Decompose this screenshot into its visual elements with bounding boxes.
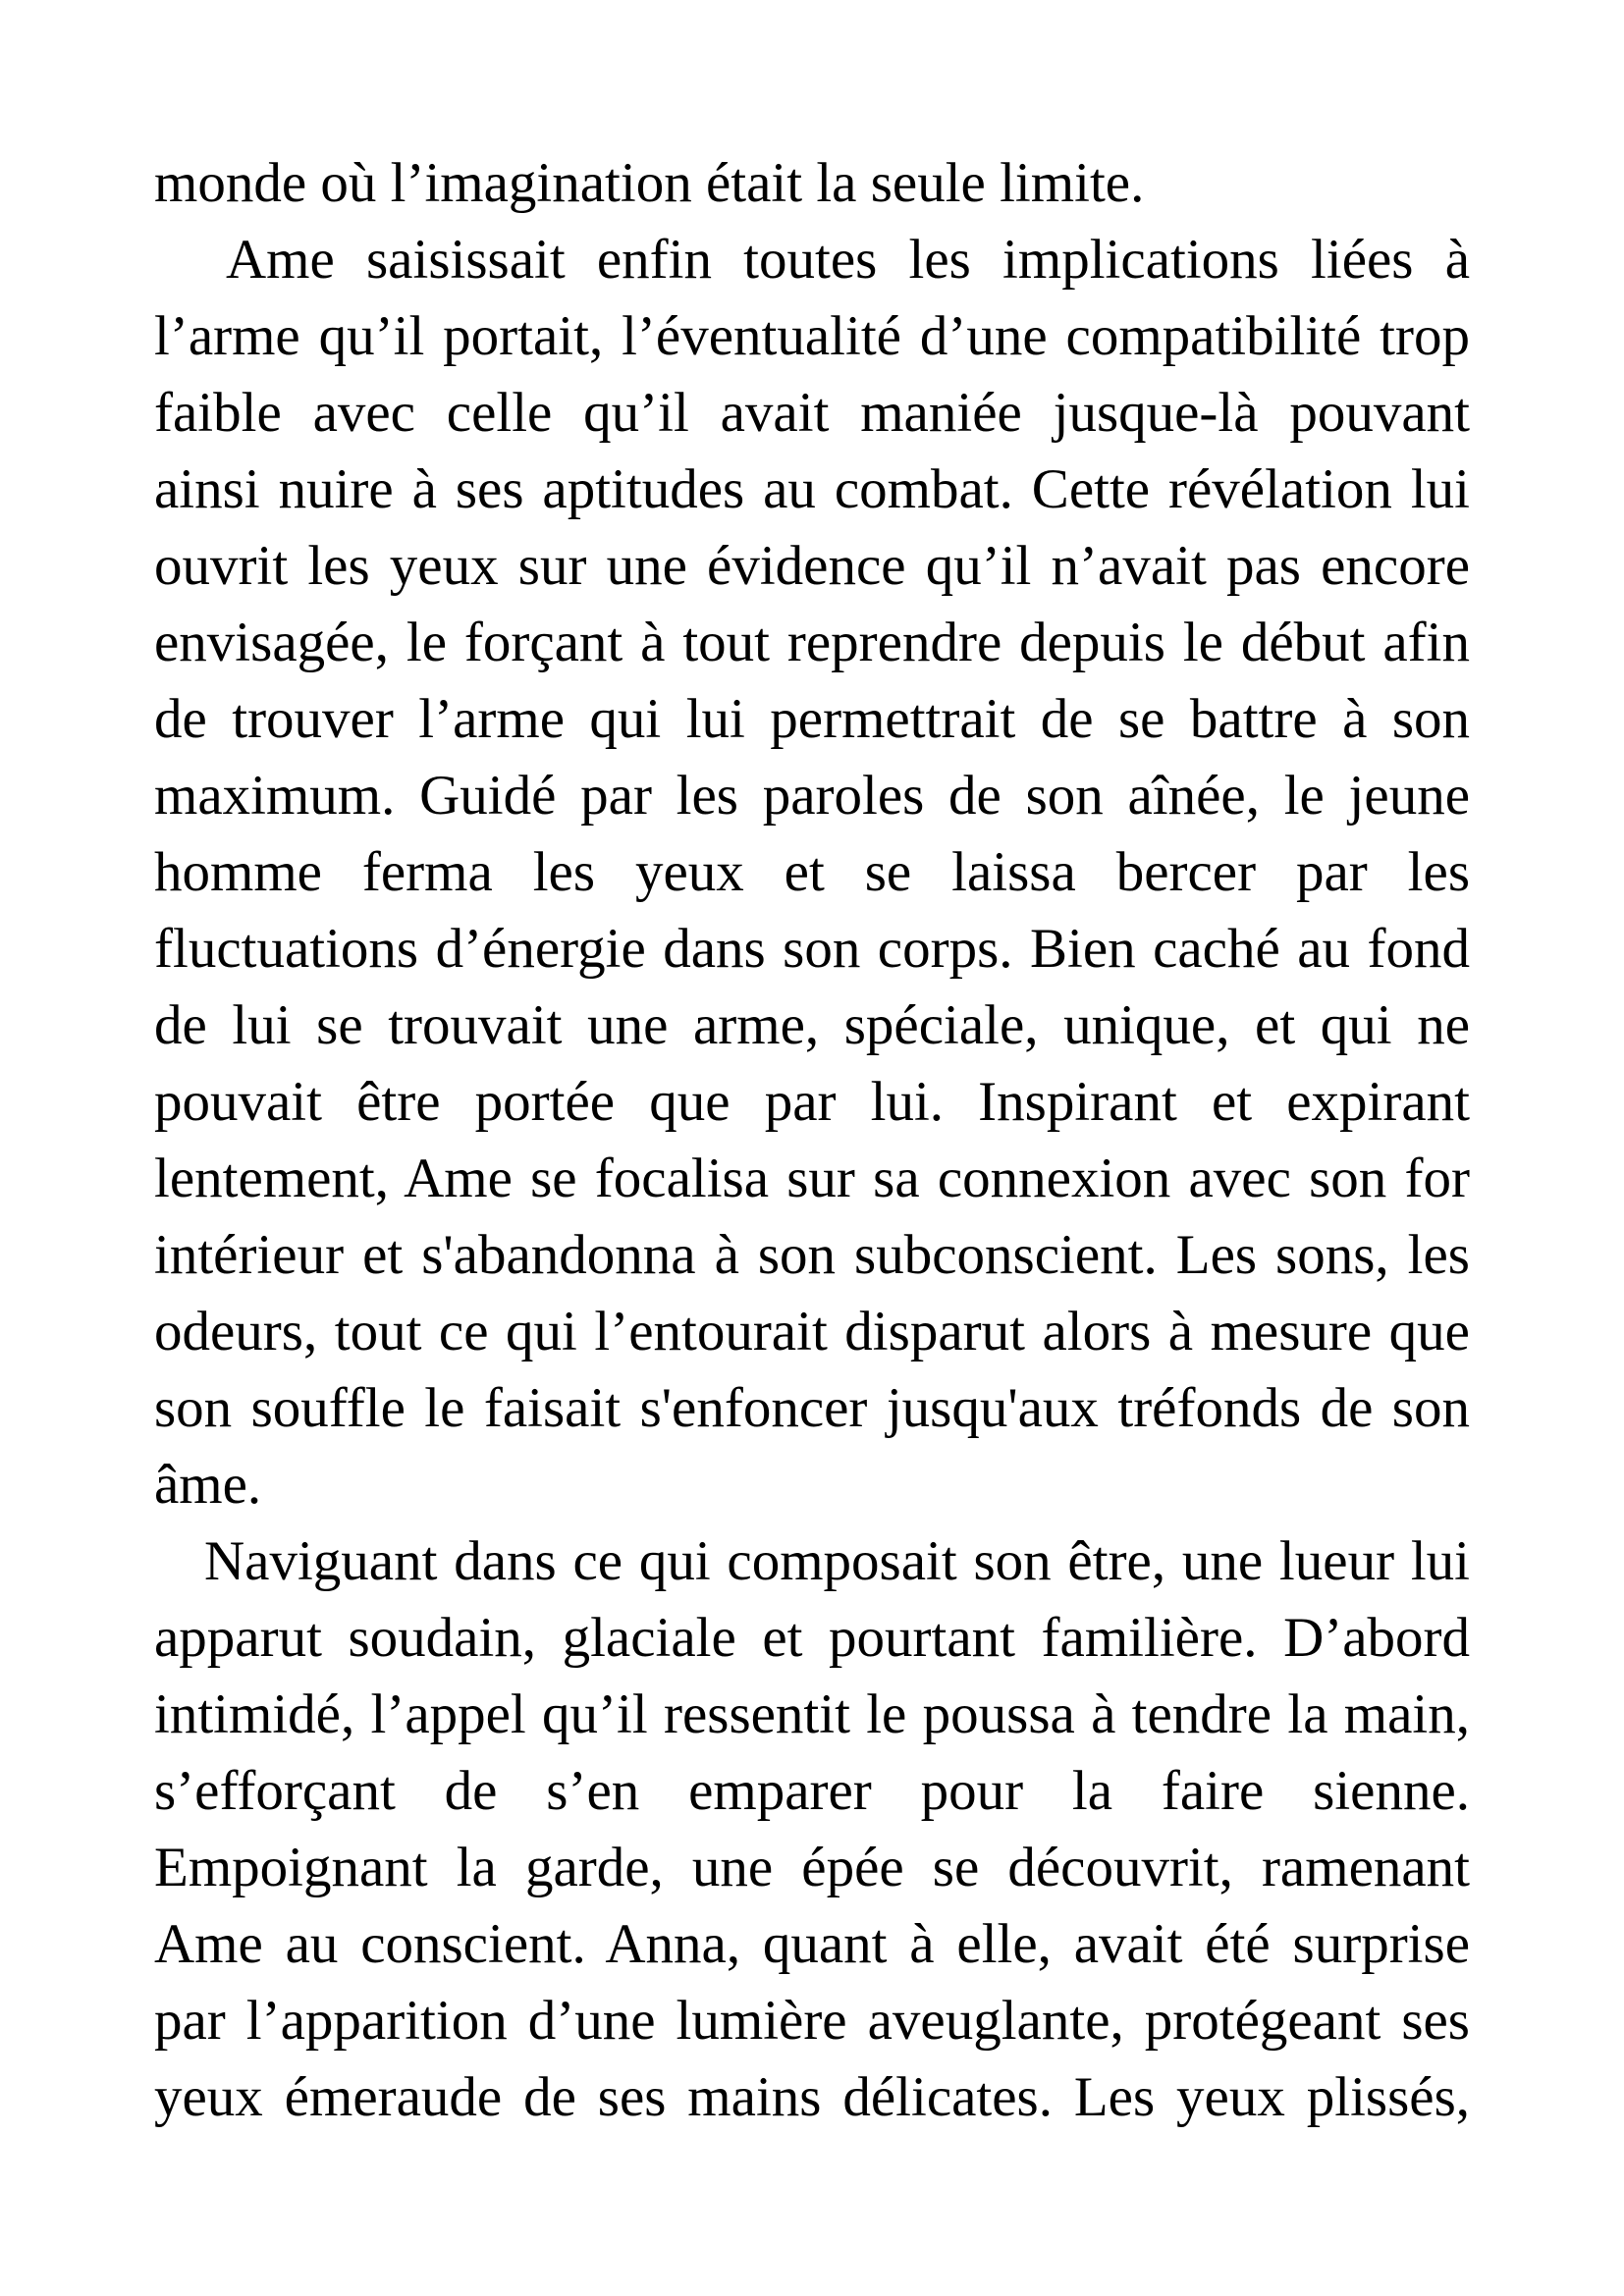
text-line: maximum. Guidé par les paroles de son aînée, le jeune <box>154 765 1470 827</box>
text-line: âme. <box>154 1454 262 1516</box>
text-line: yeux émeraude de ses mains délicates. Les yeux plissés, <box>154 2066 1470 2128</box>
text-line: monde où l’imagination était la seule limite. <box>154 152 1145 214</box>
text-line: Naviguant dans ce qui composait son être, une lueur lui <box>204 1530 1470 1592</box>
text-line: Ame saisissait enfin toutes les implications liées à <box>226 229 1470 291</box>
text-line: son souffle le faisait s'enfoncer jusqu'aux tréfonds de son <box>154 1377 1470 1439</box>
text-line: envisagée, le forçant à tout reprendre depuis le début afin <box>154 612 1470 673</box>
text-line: intimidé, l’appel qu’il ressentit le poussa à tendre la main, <box>154 1683 1470 1745</box>
text-line: s’efforçant de s’en emparer pour la faire sienne. <box>154 1760 1470 1822</box>
text-line: pouvait être portée que par lui. Inspirant et expirant <box>154 1071 1470 1133</box>
text-line: apparut soudain, glaciale et pourtant familière. D’abord <box>154 1607 1470 1669</box>
text-line: ainsi nuire à ses aptitudes au combat. Cette révélation lui <box>154 458 1470 520</box>
text-line: homme ferma les yeux et se laissa bercer par les <box>154 841 1470 903</box>
text-line: fluctuations d’énergie dans son corps. Bien caché au fond <box>154 918 1470 980</box>
text-line: intérieur et s'abandonna à son subconscient. Les sons, les <box>154 1224 1470 1286</box>
text-line: l’arme qu’il portait, l’éventualité d’une compatibilité trop <box>154 305 1470 367</box>
text-line: Ame au conscient. Anna, quant à elle, avait été surprise <box>154 1913 1470 1975</box>
text-line: de lui se trouvait une arme, spéciale, unique, et qui ne <box>154 994 1470 1056</box>
text-line: faible avec celle qu’il avait maniée jusque-là pouvant <box>154 382 1470 444</box>
page-text-block <box>154 145 1470 2136</box>
text-line: lentement, Ame se focalisa sur sa connexion avec son for <box>154 1148 1470 1209</box>
text-line: par l’apparition d’une lumière aveuglante, protégeant ses <box>154 1990 1470 2052</box>
text-line: odeurs, tout ce qui l’entourait disparut alors à mesure que <box>154 1301 1470 1362</box>
text-line: de trouver l’arme qui lui permettrait de se battre à son <box>154 688 1470 750</box>
text-line: Empoignant la garde, une épée se découvrit, ramenant <box>154 1837 1470 1898</box>
text-line: ouvrit les yeux sur une évidence qu’il n’avait pas encore <box>154 535 1470 597</box>
